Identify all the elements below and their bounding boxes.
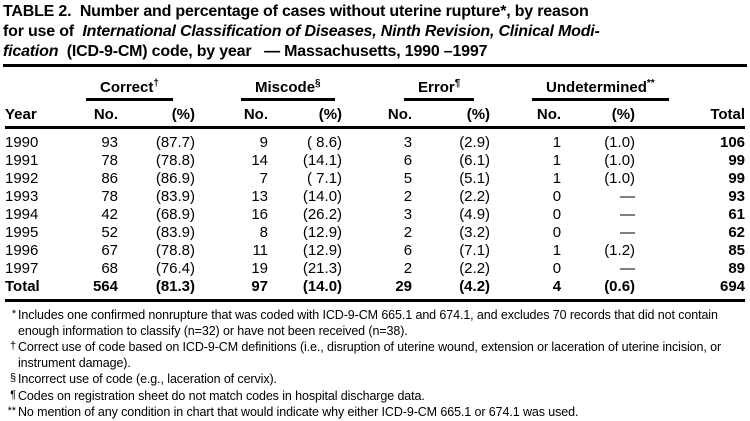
column-group-row (5, 67, 745, 101)
year-cell: 1993 (5, 188, 39, 205)
footnote-text: Correct use of code based on ICD-9-CM definitions (i.e., disruption of uterine wound, extension or laceration of uterine incision, or instrument damage). (18, 340, 722, 370)
undetermined-no-cell: 1 (552, 152, 562, 169)
column-group-undetermined (490, 67, 655, 101)
total-cell: 99 (728, 170, 746, 187)
correct-no-cell: 52 (101, 224, 118, 241)
undetermined-pct-cell: (1.0) (604, 170, 636, 187)
year-cell: 1994 (5, 206, 39, 223)
icd9-cm-cases-table (5, 67, 745, 302)
year-cell: 1991 (5, 152, 39, 169)
error-no-cell: 29 (342, 278, 412, 301)
col-header-pct-miscode: (%) (268, 101, 342, 128)
column-group-error (342, 67, 490, 101)
total-cell: 85 (728, 242, 746, 259)
miscode-no-cell: 7 (259, 170, 269, 187)
column-group-label-undetermined: Undetermined** (532, 78, 669, 101)
column-group-correct (60, 67, 195, 101)
table-row-1992 (5, 170, 745, 188)
col-header-no-correct: No. (60, 101, 118, 128)
column-group-miscode (195, 67, 342, 101)
col-header-no-error: No. (342, 101, 412, 128)
table-row-1993 (5, 188, 745, 206)
footnote-text: Codes on registration sheet do not match codes in hospital discharge data. (18, 388, 425, 403)
footnote-text: Incorrect use of code (e.g., laceration of cervix). (18, 372, 277, 386)
miscode-no-cell: 16 (251, 206, 269, 223)
miscode-no-cell: 9 (259, 134, 269, 151)
footnotes (3, 308, 747, 421)
footnote-ref-undetermined: ** (646, 78, 655, 89)
footnote-marker: § (9, 372, 16, 384)
correct-no-cell: 67 (101, 242, 118, 259)
total-row (5, 278, 745, 301)
error-pct-cell: (2.2) (459, 188, 491, 205)
footnote-marker: * (11, 308, 16, 320)
undetermined-pct-cell: — (620, 206, 636, 223)
error-pct-cell: (4.9) (459, 206, 491, 223)
table-header (5, 67, 745, 128)
col-header-pct-undetermined: (%) (561, 101, 635, 128)
year-cell: 1990 (5, 134, 39, 151)
table-row-1991 (5, 152, 745, 170)
correct-no-cell: 78 (101, 188, 118, 205)
correct-pct-cell: (78.8) (155, 152, 196, 169)
total-cell: 99 (728, 152, 746, 169)
correct-pct-cell: (83.9) (155, 224, 196, 241)
miscode-pct-cell: (14.1) (302, 152, 343, 169)
table-row-1996 (5, 242, 745, 260)
miscode-no-cell: 14 (251, 152, 269, 169)
undetermined-no-cell: 0 (552, 188, 562, 205)
year-cell: 1992 (5, 170, 39, 187)
miscode-pct-cell: ( 7.1) (307, 170, 343, 187)
error-no-cell: 2 (403, 224, 413, 241)
undetermined-no-cell: 1 (552, 170, 562, 187)
year-cell: 1997 (5, 260, 39, 277)
col-header-no-undetermined: No. (490, 101, 561, 128)
col-header-pct-correct: (%) (118, 101, 195, 128)
footnote-ref-error: ¶ (454, 78, 461, 89)
total-cell: 61 (728, 206, 746, 223)
footnote-marker: † (9, 340, 16, 352)
error-no-cell: 2 (403, 188, 413, 205)
correct-no-cell: 42 (101, 206, 118, 223)
miscode-no-cell: 97 (195, 278, 268, 301)
error-no-cell: 2 (403, 260, 413, 277)
title-line-2 (3, 22, 747, 42)
correct-no-cell: 78 (101, 152, 118, 169)
error-pct-cell: (7.1) (459, 242, 491, 259)
title-segment: (ICD-9-CM) code, by year — Massachusetts, 1990 –1997 (58, 43, 488, 60)
total-cell: 694 (635, 278, 745, 301)
correct-pct-cell: (78.8) (155, 242, 196, 259)
error-no-cell: 5 (403, 170, 413, 187)
correct-no-cell: 93 (101, 134, 118, 151)
row-label-total: Total (5, 278, 60, 301)
footnote-ref-miscode: § (315, 78, 321, 89)
miscode-pct-cell: (14.0) (302, 188, 343, 205)
col-header-year: Year (5, 101, 60, 128)
footnote-1 (3, 308, 747, 339)
miscode-no-cell: 13 (251, 188, 269, 205)
miscode-no-cell: 11 (252, 242, 269, 259)
column-group-label-error: Error¶ (404, 78, 474, 101)
error-pct-cell: (2.9) (459, 134, 491, 151)
column-subheader-row (5, 101, 745, 128)
table-row-1990 (5, 128, 745, 153)
title-italic-segment: International Classification of Diseases, Ninth Revision, Clinical Modi- (82, 23, 600, 40)
title-italic-segment: fication (3, 43, 59, 60)
undetermined-pct-cell: — (620, 224, 636, 241)
undetermined-no-cell: 1 (552, 242, 562, 259)
header-spacer-year (5, 67, 60, 101)
miscode-pct-cell: (12.9) (302, 224, 343, 241)
footnote-text: Includes one confirmed nonrupture that was coded with ICD-9-CM 665.1 and 674.1, and excludes 70 records that did not contain enough information to classify (n=32) or have not been received (n=38). (18, 308, 718, 338)
correct-no-cell: 564 (60, 278, 118, 301)
miscode-pct-cell: (26.2) (302, 206, 343, 223)
error-pct-cell: (3.2) (459, 224, 491, 241)
year-cell: 1995 (5, 224, 39, 241)
footnote-4 (3, 389, 747, 405)
footnote-ref-correct: † (153, 78, 159, 89)
undetermined-no-cell: 1 (552, 134, 562, 151)
undetermined-pct-cell: — (620, 188, 636, 205)
correct-pct-cell: (87.7) (155, 134, 196, 151)
error-no-cell: 6 (403, 242, 413, 259)
footnote-text: No mention of any condition in chart that would indicate why either ICD-9-CM 665.1 or 674.1 was used. (18, 405, 579, 419)
footnote-2 (3, 340, 747, 371)
miscode-pct-cell: ( 8.6) (307, 134, 343, 151)
correct-pct-cell: (83.9) (155, 188, 196, 205)
error-pct-cell: (2.2) (459, 260, 491, 277)
correct-pct-cell: (76.4) (155, 260, 196, 277)
footnote-marker: ** (7, 405, 16, 417)
year-cell: 1996 (5, 242, 39, 259)
table-row-1997 (5, 260, 745, 278)
undetermined-pct-cell: — (620, 260, 636, 277)
error-pct-cell: (6.1) (459, 152, 491, 169)
col-header-pct-error: (%) (412, 101, 490, 128)
table-body (5, 128, 745, 301)
table-title (3, 2, 747, 62)
footnote-marker: ¶ (10, 388, 16, 401)
miscode-no-cell: 19 (251, 260, 269, 277)
table-row-1995 (5, 224, 745, 242)
title-line-1 (3, 2, 747, 22)
total-cell: 89 (728, 260, 746, 277)
column-group-label-miscode: Miscode§ (241, 78, 335, 101)
title-line-3 (3, 42, 747, 62)
error-no-cell: 3 (403, 206, 413, 223)
undetermined-no-cell: 0 (552, 206, 562, 223)
miscode-pct-cell: (12.9) (302, 242, 343, 259)
undetermined-no-cell: 0 (552, 260, 562, 277)
total-cell: 93 (728, 188, 746, 205)
error-no-cell: 3 (403, 134, 413, 151)
correct-no-cell: 68 (101, 260, 118, 277)
total-cell: 62 (728, 224, 746, 241)
miscode-pct-cell: (21.3) (302, 260, 343, 277)
undetermined-pct-cell: (0.6) (561, 278, 635, 301)
undetermined-pct-cell: (1.2) (604, 242, 636, 259)
undetermined-no-cell: 0 (552, 224, 562, 241)
table-row-1994 (5, 206, 745, 224)
error-pct-cell: (4.2) (412, 278, 490, 301)
error-pct-cell: (5.1) (459, 170, 491, 187)
total-cell: 106 (720, 134, 746, 151)
undetermined-pct-cell: (1.0) (604, 152, 636, 169)
col-header-no-miscode: No. (195, 101, 268, 128)
correct-pct-cell: (86.9) (155, 170, 196, 187)
correct-pct-cell: (81.3) (118, 278, 195, 301)
footnote-3 (3, 372, 747, 388)
correct-no-cell: 86 (101, 170, 118, 187)
miscode-pct-cell: (14.0) (268, 278, 342, 301)
title-segment: TABLE 2. Number and percentage of cases without uterine rupture*, by reason (3, 3, 589, 20)
column-group-label-correct: Correct† (86, 78, 173, 101)
title-segment: for use of (3, 23, 83, 40)
undetermined-pct-cell: (1.0) (604, 134, 636, 151)
miscode-no-cell: 8 (259, 224, 269, 241)
col-header-total: Total (635, 101, 745, 128)
footnote-5 (3, 405, 747, 421)
undetermined-no-cell: 4 (490, 278, 561, 301)
correct-pct-cell: (68.9) (155, 206, 196, 223)
error-no-cell: 6 (403, 152, 413, 169)
